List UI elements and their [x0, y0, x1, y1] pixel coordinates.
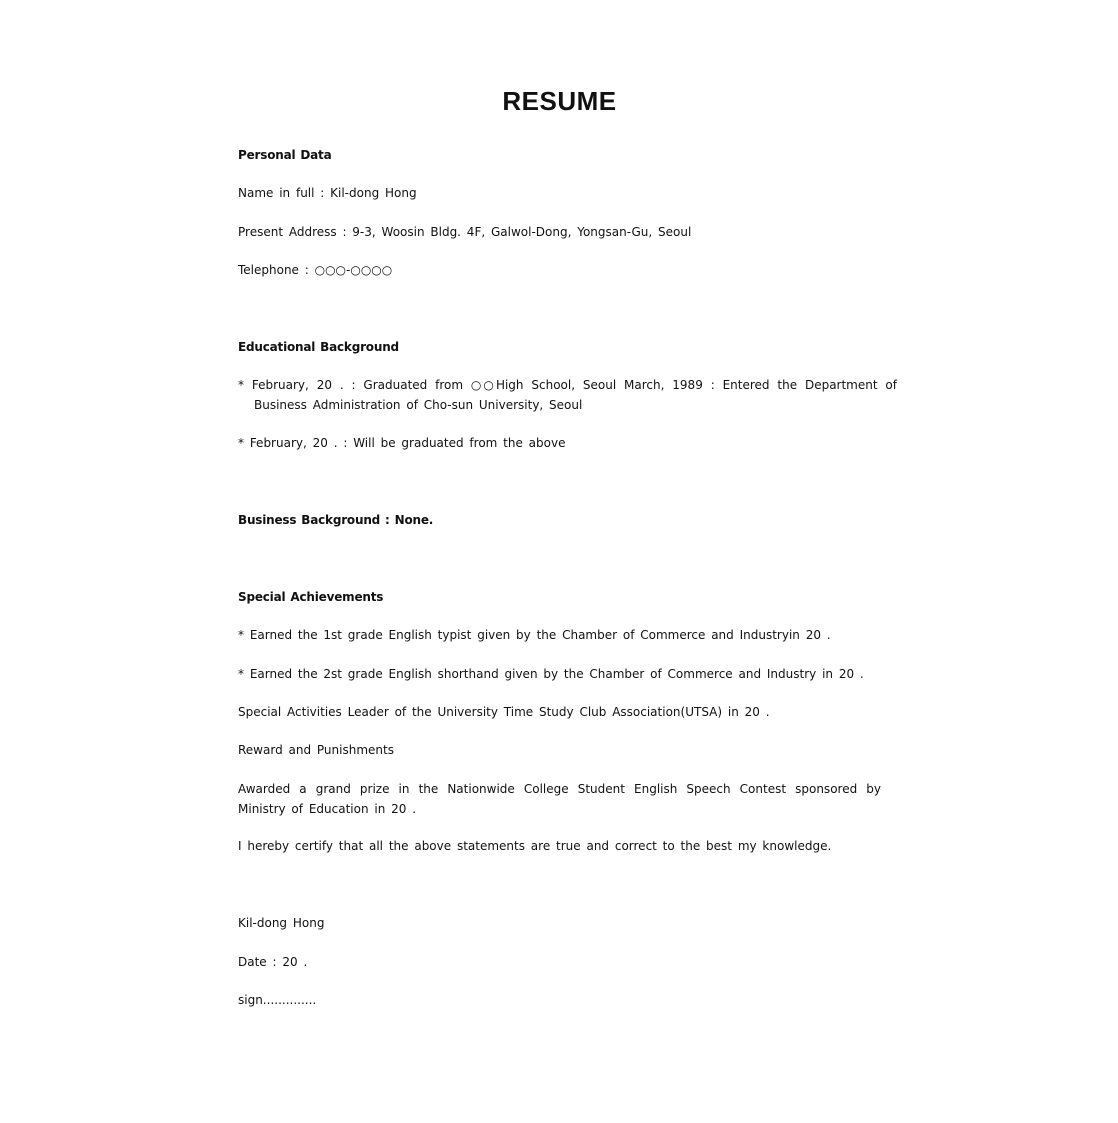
educational-background-heading: Educational Background — [238, 340, 399, 354]
special-activities: Special Activities Leader of the University Time Study Club Association(UTSA) in 20 . — [238, 705, 770, 719]
certification-statement: I hereby certify that all the above statements are true and correct to the best my knowledge. — [238, 839, 832, 853]
reward-punishments-heading: Reward and Punishments — [238, 743, 394, 757]
resume-page — [238, 0, 897, 1123]
special-achievements-heading: Special Achievements — [238, 590, 384, 604]
business-background-heading: Business Background : None. — [238, 513, 434, 527]
telephone: Telephone : ○○○-○○○○ — [238, 263, 393, 277]
achievement-item: * Earned the 2st grade English shorthand given by the Chamber of Commerce and Industry in 20 . — [238, 667, 864, 681]
signer-name: Kil-dong Hong — [238, 916, 325, 930]
signature-line: sign.............. — [238, 993, 317, 1007]
education-item: * February, 20 . : Will be graduated from the above — [238, 436, 566, 450]
achievement-item: * Earned the 1st grade English typist given by the Chamber of Commerce and Industryin 20 . — [238, 628, 831, 642]
personal-data-heading: Personal Data — [238, 148, 332, 162]
resume-title: RESUME — [502, 86, 617, 116]
award-text: Awarded a grand prize in the Nationwide College Student English Speech Contest sponsored by Ministry of Education in 20 . — [238, 782, 881, 816]
present-address: Present Address : 9-3, Woosin Bldg. 4F, Galwol-Dong, Yongsan-Gu, Seoul — [238, 225, 692, 239]
name-in-full: Name in full : Kil-dong Hong — [238, 186, 417, 200]
education-item: * February, 20 . : Graduated from ○○High School, Seoul March, 1989 : Entered the Department of Business Administration of Cho-sun University, Seoul — [238, 378, 897, 412]
signature-date: Date : 20 . — [238, 955, 308, 969]
